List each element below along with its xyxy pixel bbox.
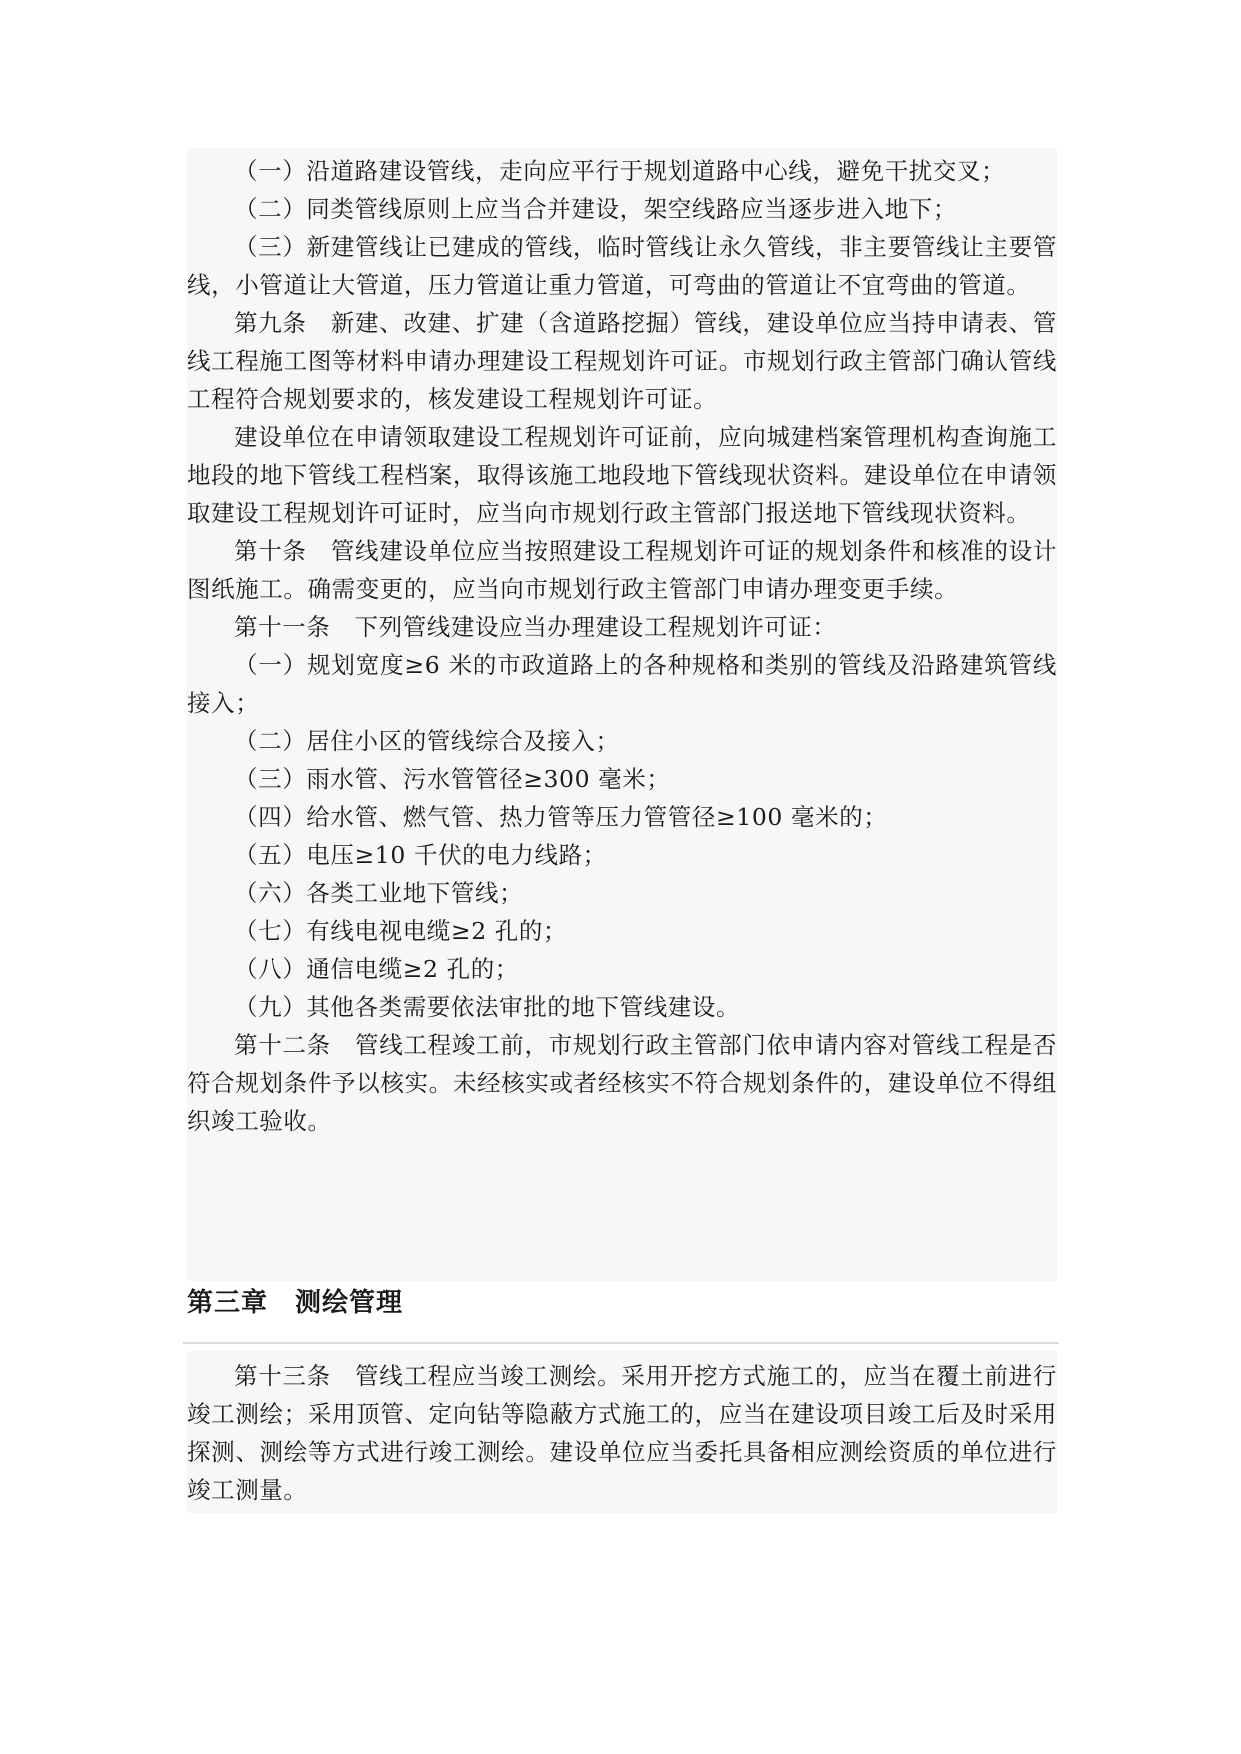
- article-9-paragraph-2: 建设单位在申请领取建设工程规划许可证前，应向城建档案管理机构查询施工地段的地下管线工程档案，取得该施工地段地下管线现状资料。建设单位在申请领取建设工程规划许可证时，应当向市规划行政主管部门报送地下管线现状资料。: [187, 423, 1057, 527]
- article-10: 第十条 管线建设单位应当按照建设工程规划许可证的规划条件和核准的设计图纸施工。确需变更的，应当向市规划行政主管部门申请办理变更手续。: [187, 537, 1057, 603]
- article-11-item-4: （四）给水管、燃气管、热力管等压力管管径≥100 毫米的；: [234, 803, 888, 831]
- chapter-heading: 第三章 测绘管理: [187, 1288, 404, 1318]
- article-13: 第十三条 管线工程应当竣工测绘。采用开挖方式施工的，应当在覆土前进行竣工测绘；采用顶管、定向钻等隐蔽方式施工的，应当在建设项目竣工后及时采用探测、测绘等方式进行竣工测绘。建设单位应当委托具备相应测绘资质的单位进行竣工测量。: [187, 1362, 1057, 1504]
- article-11-item-2: （二）居住小区的管线综合及接入；: [234, 727, 620, 755]
- article-11-item-3: （三）雨水管、污水管管径≥300 毫米；: [234, 765, 671, 793]
- article-11-item-1: （一）规划宽度≥6 米的市政道路上的各种规格和类别的管线及沿路建筑管线接入；: [187, 651, 1057, 717]
- clause-2: （二）同类管线原则上应当合并建设，架空线路应当逐步进入地下；: [234, 195, 957, 223]
- article-11-item-6: （六）各类工业地下管线；: [234, 879, 524, 907]
- article-11: 第十一条 下列管线建设应当办理建设工程规划许可证：: [234, 613, 837, 641]
- article-block-top: [187, 148, 1057, 1281]
- article-11-item-7: （七）有线电视电缆≥2 孔的；: [234, 917, 568, 945]
- article-11-item-8: （八）通信电缆≥2 孔的；: [234, 955, 519, 983]
- article-11-item-9: （九）其他各类需要依法审批的地下管线建设。: [234, 993, 741, 1021]
- clause-1: （一）沿道路建设管线，走向应平行于规划道路中心线，避免干扰交叉；: [234, 157, 1006, 185]
- article-block-bottom: [187, 1351, 1057, 1513]
- article-9: 第九条 新建、改建、扩建（含道路挖掘）管线，建设单位应当持申请表、管线工程施工图等材料申请办理建设工程规划许可证。市规划行政主管部门确认管线工程符合规划要求的，核发建设工程规划许可证。: [187, 309, 1057, 413]
- article-11-item-5: （五）电压≥10 千伏的电力线路；: [234, 841, 607, 869]
- section-divider: [183, 1342, 1059, 1344]
- article-12: 第十二条 管线工程竣工前，市规划行政主管部门依申请内容对管线工程是否符合规划条件予以核实。未经核实或者经核实不符合规划条件的，建设单位不得组织竣工验收。: [187, 1031, 1057, 1135]
- clause-3: （三）新建管线让已建成的管线，临时管线让永久管线，非主要管线让主要管线，小管道让大管道，压力管道让重力管道，可弯曲的管道让不宜弯曲的管道。: [187, 233, 1057, 299]
